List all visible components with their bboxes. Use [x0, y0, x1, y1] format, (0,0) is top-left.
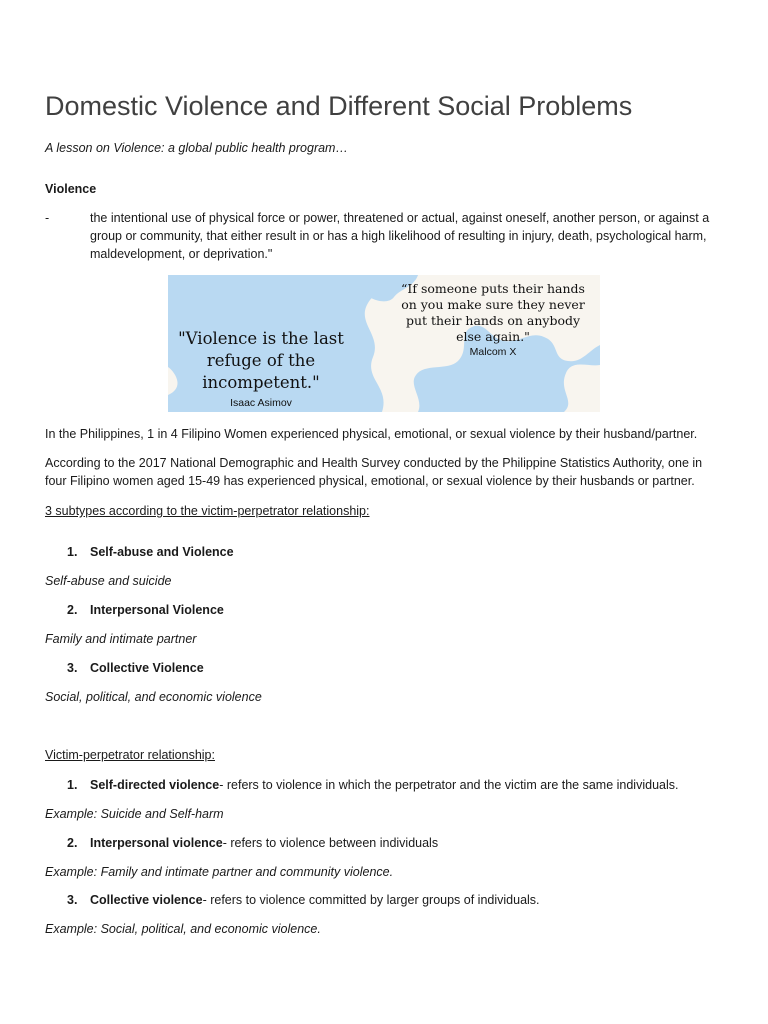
subtype-label: Self-abuse and Violence	[90, 545, 234, 559]
list-number: 3.	[67, 893, 78, 907]
quote-left-author: Isaac Asimov	[230, 397, 292, 409]
subtype-description: Social, political, and economic violence	[45, 690, 262, 704]
subtype-label: Collective Violence	[90, 661, 204, 675]
stat-paragraph-2: According to the 2017 National Demographic and Health Survey conducted by the Philippine Statistics Authority, one in four Filipino women aged 15-49 has experienced physical, emotional, or sexual violence by their husbands or partner.	[45, 456, 703, 488]
relationship-term: Interpersonal violence	[90, 836, 223, 850]
list-number: 2.	[67, 836, 78, 850]
relationship-definition: - refers to violence in which the perpetrator and the victim are the same individuals.	[219, 778, 679, 792]
relationship-example: Example: Suicide and Self-harm	[45, 807, 224, 821]
relationship-definition: - refers to violence committed by larger groups of individuals.	[202, 893, 540, 907]
quote-right-author: Malcom X	[469, 346, 517, 358]
relationship-term: Collective violence	[90, 893, 203, 907]
violence-heading: Violence	[45, 182, 97, 196]
quote-banner	[168, 275, 600, 412]
relationship-item	[45, 776, 725, 794]
list-number: 1.	[67, 778, 78, 792]
relationship-definition: - refers to violence between individuals	[222, 836, 439, 850]
subtype-description: Self-abuse and suicide	[45, 574, 172, 588]
quote-right	[398, 281, 588, 359]
subtype-item	[45, 659, 725, 677]
quote-left-text: "Violence is the last refuge of the incompetent."	[178, 329, 344, 392]
list-number: 1.	[67, 545, 78, 559]
subtype-item	[45, 601, 725, 619]
relationship-item	[45, 891, 725, 909]
list-number: 3.	[67, 661, 78, 675]
relationship-term: Self-directed violence	[90, 778, 220, 792]
relationship-example: Example: Social, political, and economic violence.	[45, 922, 321, 936]
subtype-item	[45, 543, 725, 561]
definition-item	[45, 209, 725, 263]
page-title: Domestic Violence and Different Social Problems	[45, 91, 633, 121]
bullet-dash: -	[45, 211, 50, 225]
quote-right-text: “If someone puts their hands on you make sure they never put their hands on anybody else again."	[401, 281, 585, 344]
relationship-item	[45, 834, 725, 852]
definition-text: the intentional use of physical force or power, threatened or actual, against oneself, another person, or against a group or community, that either result in or has a high likelihood of resulting in injury, death, psychological harm, maldevelopment, or deprivation."	[90, 211, 710, 261]
relationship-heading: Victim-perpetrator relationship:	[45, 748, 215, 762]
subtype-label: Interpersonal Violence	[90, 603, 224, 617]
subtypes-heading: 3 subtypes according to the victim-perpetrator relationship:	[45, 504, 370, 518]
quote-left	[168, 328, 354, 410]
subtitle: A lesson on Violence: a global public health program…	[45, 141, 348, 155]
stat-paragraph-1: In the Philippines, 1 in 4 Filipino Women experienced physical, emotional, or sexual violence by their husband/partner.	[45, 427, 698, 441]
list-number: 2.	[67, 603, 78, 617]
relationship-example: Example: Family and intimate partner and community violence.	[45, 865, 394, 879]
subtype-description: Family and intimate partner	[45, 632, 197, 646]
